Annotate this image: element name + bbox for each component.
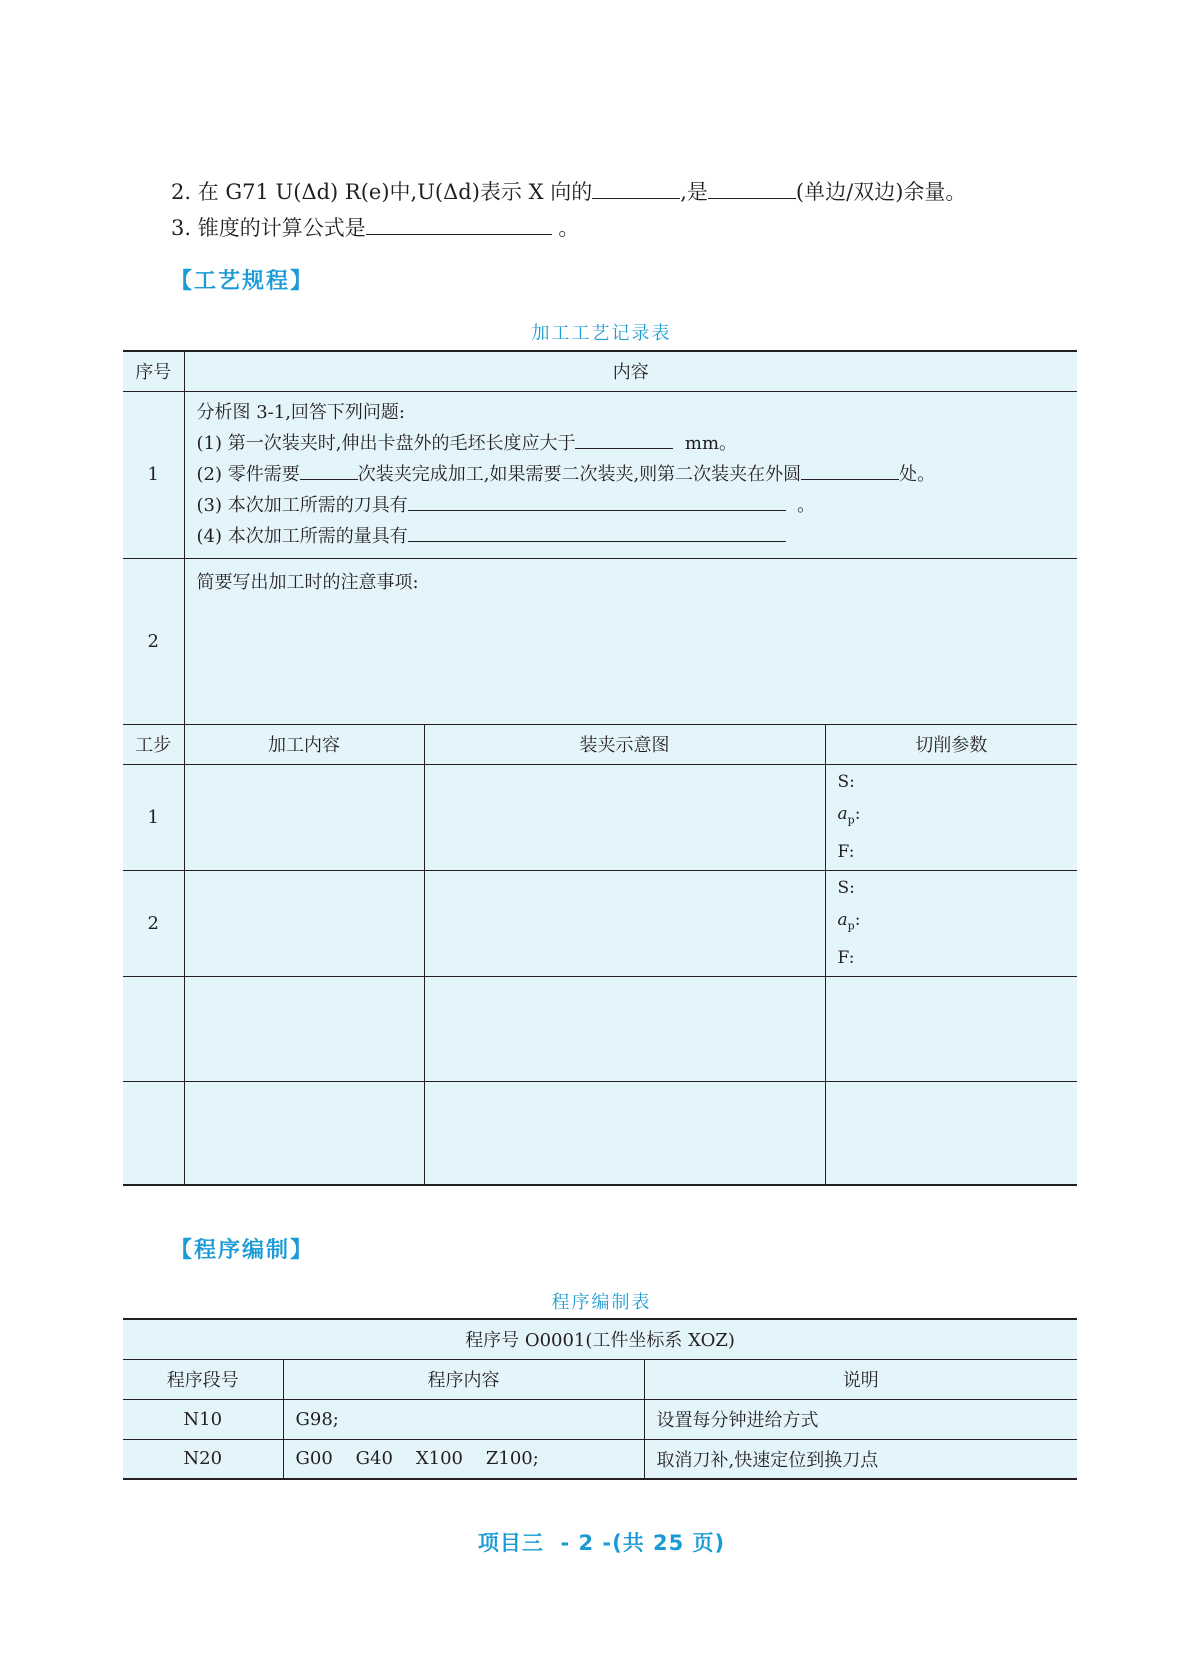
question-3-text-a: 3. 锥度的计算公式是 <box>171 216 366 240</box>
item-text: 次装夹完成加工,如果需要二次装夹,则第二次装夹在外圆 <box>357 464 802 485</box>
process-table-caption: 加工工艺记录表 <box>531 323 672 344</box>
section-heading-program: 【程序编制】 <box>170 1238 315 1263</box>
item-text: (2) 零件需要 <box>196 464 300 485</box>
param-ap-subscript: p <box>847 813 855 827</box>
item-text: mm。 <box>684 433 738 454</box>
step-number <box>123 976 184 1081</box>
program-title: 程序号 O0001(工件坐标系 XOZ) <box>123 1319 1077 1359</box>
answer-blank[interactable] <box>300 459 358 480</box>
param-s: S: <box>837 771 855 792</box>
item-text: (3) 本次加工所需的刀具有 <box>196 495 408 516</box>
header-program-content: 程序内容 <box>283 1359 644 1399</box>
item-text: (4) 本次加工所需的量具有 <box>196 526 408 547</box>
question-item-1 <box>197 428 1078 459</box>
step-content-cell[interactable] <box>184 976 424 1081</box>
question-2-text-c: (单边/双边)余量。 <box>795 180 967 204</box>
question-intro: 分析图 3-1,回答下列问题: <box>196 402 405 423</box>
header-block-number: 程序段号 <box>123 1359 283 1399</box>
answer-blank[interactable] <box>366 214 552 235</box>
process-record-table <box>123 350 1077 1186</box>
question-3 <box>171 212 579 244</box>
program-description: 设置每分钟进给方式 <box>644 1399 1077 1439</box>
row-2-content[interactable] <box>184 558 1077 724</box>
header-step: 工步 <box>123 724 184 764</box>
program-code: G98; <box>283 1399 644 1439</box>
answer-blank[interactable] <box>575 428 673 449</box>
step-params-cell[interactable] <box>825 764 1077 870</box>
item-text: 。 <box>797 495 816 516</box>
step-content-cell[interactable] <box>184 1081 424 1185</box>
param-ap-symbol: a <box>837 803 848 824</box>
param-s: S: <box>837 877 855 898</box>
header-clamping-diagram: 装夹示意图 <box>424 724 825 764</box>
step-number <box>123 1081 184 1185</box>
program-table <box>123 1318 1077 1480</box>
header-seq: 序号 <box>123 351 184 391</box>
step-diagram-cell[interactable] <box>424 870 825 976</box>
row-1-content <box>184 391 1077 558</box>
program-description: 取消刀补,快速定位到换刀点 <box>644 1439 1077 1479</box>
step-diagram-cell[interactable] <box>424 1081 825 1185</box>
param-ap-subscript: p <box>847 919 855 933</box>
param-ap <box>838 798 1078 836</box>
question-2-text-b: ,是 <box>680 180 708 204</box>
step-diagram-cell[interactable] <box>424 764 825 870</box>
param-f: F: <box>837 842 855 863</box>
answer-blank[interactable] <box>708 178 796 199</box>
row-seq: 1 <box>123 391 184 558</box>
step-content-cell[interactable] <box>184 870 424 976</box>
notes-prompt: 简要写出加工时的注意事项: <box>196 571 419 593</box>
step-params-cell[interactable] <box>825 976 1077 1081</box>
step-content-cell[interactable] <box>184 764 424 870</box>
block-number: N20 <box>123 1439 283 1479</box>
answer-blank[interactable] <box>801 459 899 480</box>
question-2-text-a: 2. 在 G71 U(Δd) R(e)中,U(Δd)表示 X 向的 <box>171 180 593 204</box>
item-text: 处。 <box>899 464 936 485</box>
step-number: 1 <box>123 764 184 870</box>
header-content: 内容 <box>184 351 1077 391</box>
step-params-cell[interactable] <box>825 870 1077 976</box>
answer-blank[interactable] <box>408 490 786 511</box>
step-diagram-cell[interactable] <box>424 976 825 1081</box>
section-heading-process: 【工艺规程】 <box>170 269 315 294</box>
question-2 <box>171 176 966 208</box>
header-cutting-params: 切削参数 <box>825 724 1077 764</box>
param-ap <box>838 904 1078 942</box>
step-params-cell[interactable] <box>825 1081 1077 1185</box>
program-code: G00 G40 X100 Z100; <box>283 1439 644 1479</box>
answer-blank[interactable] <box>592 178 680 199</box>
question-3-text-b: 。 <box>558 216 580 240</box>
item-text: (1) 第一次装夹时,伸出卡盘外的毛坯长度应大于 <box>196 433 576 454</box>
question-item-4 <box>197 521 1078 552</box>
block-number: N10 <box>123 1399 283 1439</box>
row-seq: 2 <box>123 558 184 724</box>
header-description: 说明 <box>644 1359 1077 1399</box>
page-footer: 项目三 - 2 -(共 25 页) <box>477 1531 726 1555</box>
header-machining-content: 加工内容 <box>184 724 424 764</box>
question-item-2 <box>197 459 1078 490</box>
param-ap-colon: : <box>854 909 861 930</box>
question-item-3 <box>197 490 1078 521</box>
answer-blank[interactable] <box>408 521 786 542</box>
param-f: F: <box>837 948 855 969</box>
program-table-caption: 程序编制表 <box>551 1292 652 1313</box>
step-number: 2 <box>123 870 184 976</box>
param-ap-colon: : <box>854 803 861 824</box>
param-ap-symbol: a <box>837 909 848 930</box>
